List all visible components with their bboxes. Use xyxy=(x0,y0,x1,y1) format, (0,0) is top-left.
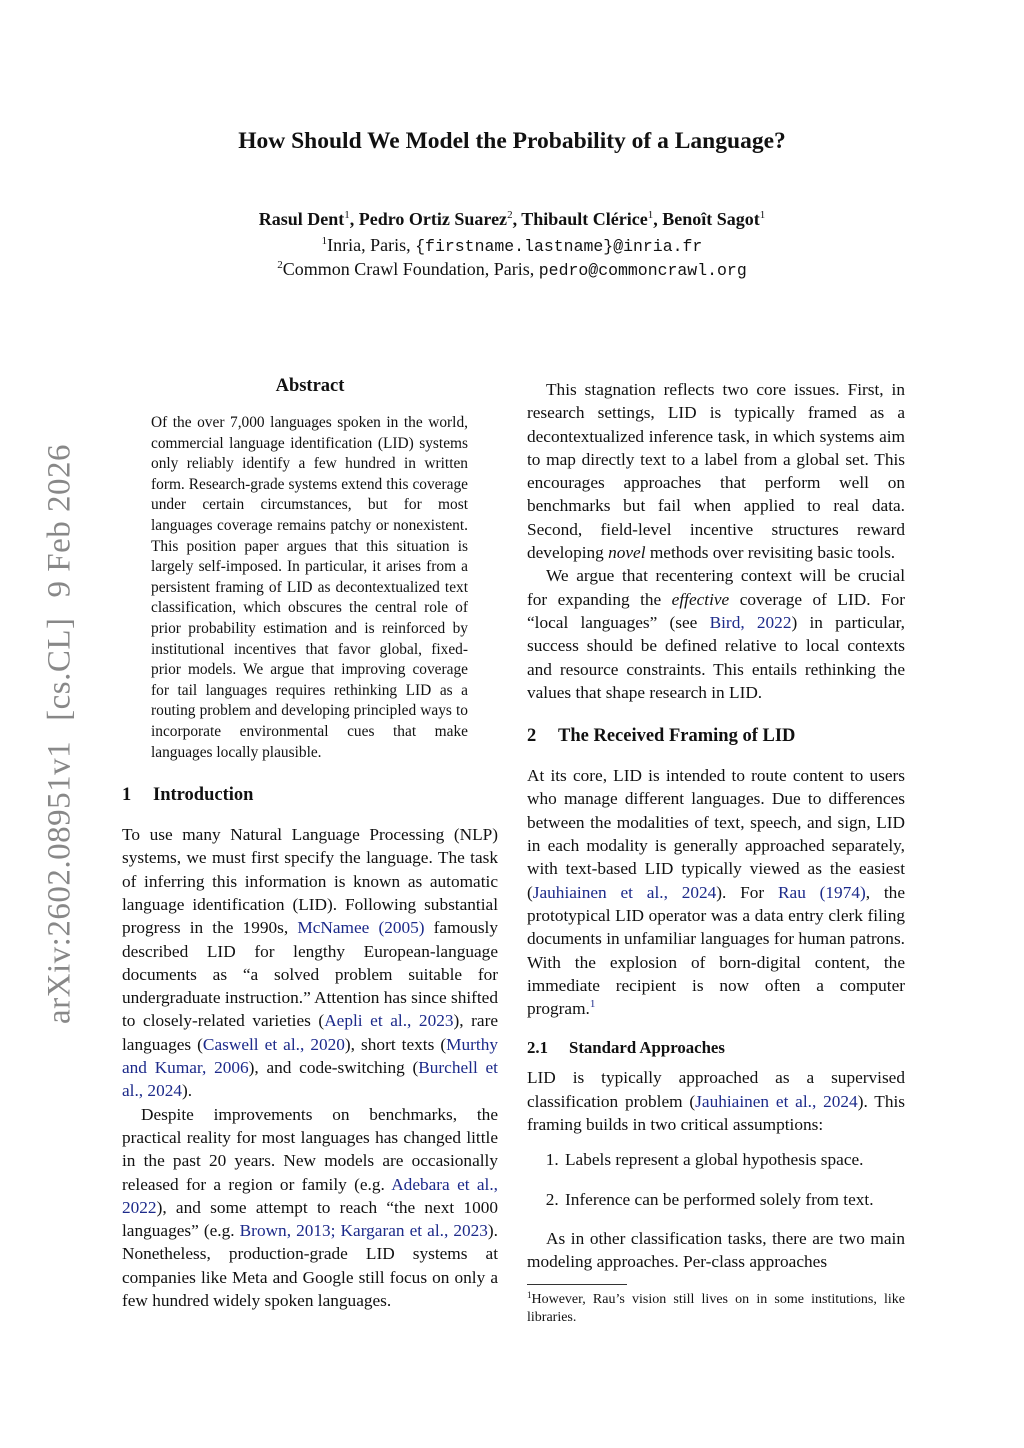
text-run: famously described LID for lengthy European-language documents as “a solved problem suitable for undergraduate instruction.” Attention has since shifted to closely-related varieties ( xyxy=(122,918,498,1031)
author-affiliation-mark: 1 xyxy=(759,209,766,221)
text-run: ). For xyxy=(716,882,778,902)
section-title: The Received Framing of LID xyxy=(558,726,796,747)
citation-link[interactable]: Rau (1974) xyxy=(778,882,866,902)
affiliation-text: Inria, Paris, xyxy=(327,235,416,255)
section-number: 2 xyxy=(527,726,537,747)
arxiv-id: arXiv:2602.08951v1 xyxy=(41,740,78,1024)
footnote-number: 1 xyxy=(527,1289,532,1300)
author-name: Benoît Sagot xyxy=(662,209,760,229)
text-run: ), rare languages ( xyxy=(122,1011,499,1054)
list-item: 2. Inference can be performed solely from text. xyxy=(563,1188,905,1211)
abstract-text: Of the over 7,000 languages spoken in the world, commercial language identification (LID) systems only reliably identify a few hundred in written form. Research-grade systems extend this coverage under certain circumstances, but for most languages coverage remains patchy or nonexistent. This position paper argues that this situation is largely self-imposed. In particular, it arises from a persistent framing of LID as decontextualized text classification, which obscures the central role of prior probability estimation and is reinforced by institutional incentives that favor global, fixed-prior models. We argue that improving coverage for tail languages requires rethinking LID as a routing problem and developing principled ways to incorporate environmental cues that make languages locally plausible. xyxy=(151,414,468,761)
section-number: 1 xyxy=(122,785,132,806)
citation-link[interactable]: McNamee (2005) xyxy=(297,918,425,938)
affiliation-2 xyxy=(0,259,1024,280)
author-affiliation-mark: 1 xyxy=(344,209,350,221)
citation-link[interactable]: Caswell et al., 2020 xyxy=(202,1034,345,1054)
citation-link[interactable]: Aepli et al., 2023 xyxy=(324,1011,454,1031)
paragraph xyxy=(122,823,498,1103)
section-title: Introduction xyxy=(153,785,254,806)
text-run: To use many Natural Language Processing (NLP) systems, we must first specify the language. The task of inferring this information is known as automatic language identification (LID). Following substantial progress in the 1990s, xyxy=(122,825,498,938)
text-run: ). This framing builds in two critical assumptions: xyxy=(527,1091,905,1135)
footnote xyxy=(527,1291,905,1327)
affiliation-1 xyxy=(0,235,1024,256)
footnote-text: However, Rau’s vision still lives on in some institutions, like libraries. xyxy=(527,1291,905,1325)
paragraph xyxy=(527,764,905,1020)
affiliation-mark: 1 xyxy=(321,235,328,247)
text-run: ), and code-switching ( xyxy=(248,1058,419,1078)
author-name: Pedro Ortiz Suarez xyxy=(358,209,508,229)
text-run: At its core, LID is intended to route content to users who manage different languages. Due to differences between the modalities of text, speech, and sign, LID in each modality is generally approached separately, with text-based LID typically viewed as the easiest ( xyxy=(527,766,905,902)
paragraph: As in other classification tasks, there are two main modeling approaches. Per-class approaches xyxy=(527,1228,905,1272)
affiliation-text: Common Crawl Foundation, Paris, xyxy=(282,259,539,279)
text-run: ) in particular, success should be defined relative to local contexts and resource constraints. This entails rethinking the values that shape research in LID. xyxy=(527,612,905,702)
author-list: Rasul Dent$^1$, Pedro Ortiz Suarez$^2$, Thibault Clérice$^1$, Benoît Sagot$^1$ xyxy=(258,209,766,229)
citation-link[interactable]: Burchell et al., 2024 xyxy=(122,1058,498,1101)
subsection-title: Standard Approaches xyxy=(569,1038,725,1058)
citation-link[interactable]: Jauhiainen et al., 2024 xyxy=(532,882,717,902)
paragraph xyxy=(527,564,905,704)
affiliation-email[interactable]: pedro@commoncrawl.org xyxy=(538,261,747,280)
subsection-heading-standard-approaches xyxy=(527,1038,905,1058)
author-name: Rasul Dent xyxy=(258,209,345,229)
arxiv-date: 9 Feb 2026 xyxy=(41,444,78,598)
text-run: ). xyxy=(182,1081,193,1101)
right-column xyxy=(527,378,905,1327)
text-run: , the prototypical LID operator was a data entry clerk filing documents in unfamiliar languages for human patrons. With the explosion of born-digital content, the immediate recipient is now often a computer program. xyxy=(527,882,905,1019)
text-run: ). Nonetheless, production-grade LID systems at companies like Meta and Google still focus on only a few hundred widely spoken languages. xyxy=(122,1221,498,1311)
emphasis: novel xyxy=(608,543,646,563)
paper-title: How Should We Model the Probability of a Language? xyxy=(238,128,786,154)
footnote-divider xyxy=(527,1284,627,1285)
author-affiliation-mark: 1 xyxy=(647,209,654,221)
citation-link[interactable]: Brown, 2013; Kargaran et al., 2023 xyxy=(239,1221,488,1241)
section-heading-received-framing xyxy=(527,726,905,747)
citation-link[interactable]: Jauhiainen et al., 2024 xyxy=(695,1091,858,1111)
emphasis: effective xyxy=(671,589,730,609)
citation-link[interactable]: Bird, 2022 xyxy=(709,612,792,632)
author-name: Thibault Clérice xyxy=(521,209,648,229)
assumption-list xyxy=(527,1148,905,1211)
text-run: coverage of LID. For “local languages” (see xyxy=(527,589,905,632)
list-item: 1. Labels represent a global hypothesis space. xyxy=(563,1148,905,1171)
subsection-number: 2.1 xyxy=(527,1038,548,1058)
paragraph xyxy=(527,378,905,564)
arxiv-sidebar xyxy=(42,424,79,1024)
affiliation-email[interactable]: {firstname.lastname}@inria.fr xyxy=(415,237,703,256)
footnote-mark[interactable]: 1 xyxy=(589,998,596,1011)
citation-link[interactable]: Murthy and Kumar, 2006 xyxy=(122,1034,498,1078)
abstract-heading: Abstract xyxy=(275,376,345,396)
affiliation-mark: 2 xyxy=(277,259,283,271)
text-run: We argue that recentering context will be crucial for expanding the xyxy=(527,566,905,609)
text-run: methods over revisiting basic tools. xyxy=(645,543,896,563)
paragraph xyxy=(122,1103,498,1313)
text-run: ), short texts ( xyxy=(344,1034,447,1054)
left-column xyxy=(122,376,498,1312)
paragraph xyxy=(527,1066,905,1136)
section-heading-introduction xyxy=(122,785,498,806)
citation-link[interactable]: Adebara et al., 2022 xyxy=(122,1174,498,1217)
text-run: ), and some attempt to reach “the next 1000 languages” (e.g. xyxy=(122,1197,498,1241)
text-run: Despite improvements on benchmarks, the practical reality for most languages has changed little in the past 20 years. New models are occasionally released for a region or family (e.g. xyxy=(122,1104,498,1194)
text-run: LID is typically approached as a supervised classification problem ( xyxy=(527,1068,905,1111)
text-run: This stagnation reflects two core issues. First, in research settings, LID is typically framed as a decontextualized inference task, in which systems aim to map directly text to a label from a global set. This encourages approaches that perform well on benchmarks but fail when applied to real data. Second, field-level incentive structures reward developing xyxy=(527,380,905,563)
arxiv-category: [cs.CL] xyxy=(41,617,78,721)
author-affiliation-mark: 2 xyxy=(507,209,513,221)
